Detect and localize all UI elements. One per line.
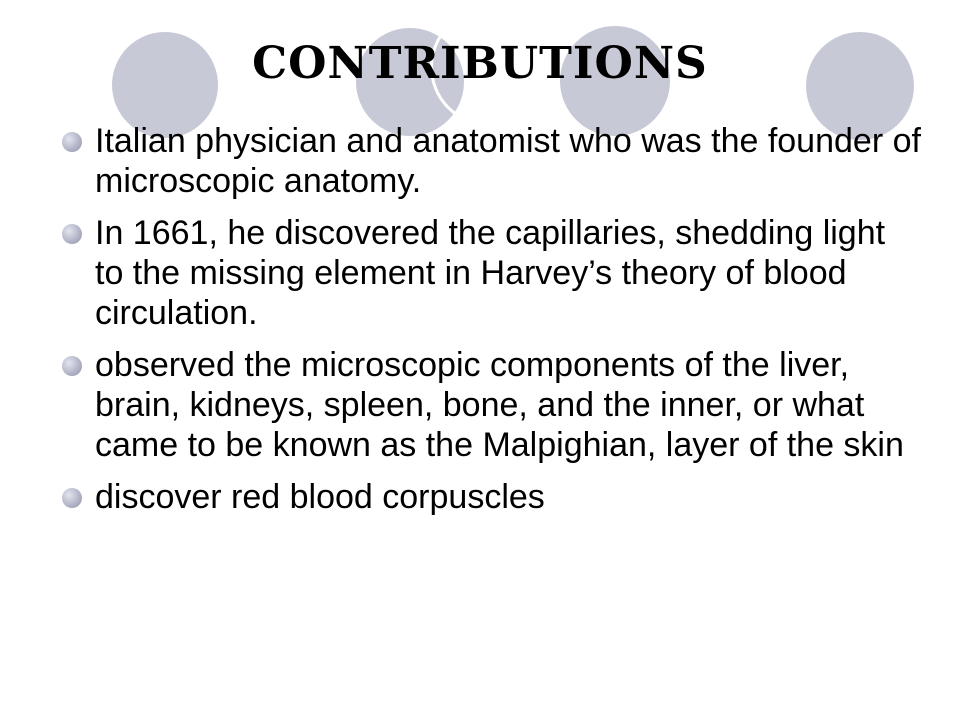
bullet-text: In 1661, he discovered the capillaries, shedding light to the missing element in Harvey’s theory of blood circulation. (95, 214, 886, 332)
bullet-icon (62, 132, 82, 152)
bullet-item (62, 345, 922, 465)
bullet-text: Italian physician and anatomist who was the founder of microscopic anatomy. (95, 122, 921, 200)
bullet-item (62, 477, 922, 517)
bullet-list (62, 121, 922, 529)
bullet-text: discover red blood corpuscles (95, 478, 545, 516)
bullet-icon (62, 224, 82, 244)
bullet-icon (62, 488, 82, 508)
bullet-icon (62, 356, 82, 376)
slide-title: CONTRIBUTIONS (252, 38, 708, 89)
bullet-text: observed the microscopic components of the liver, brain, kidneys, spleen, bone, and the inner, or what came to be known as the Malpighian, layer of the skin (95, 346, 904, 464)
bullet-item (62, 213, 922, 333)
bullet-item (62, 121, 922, 201)
